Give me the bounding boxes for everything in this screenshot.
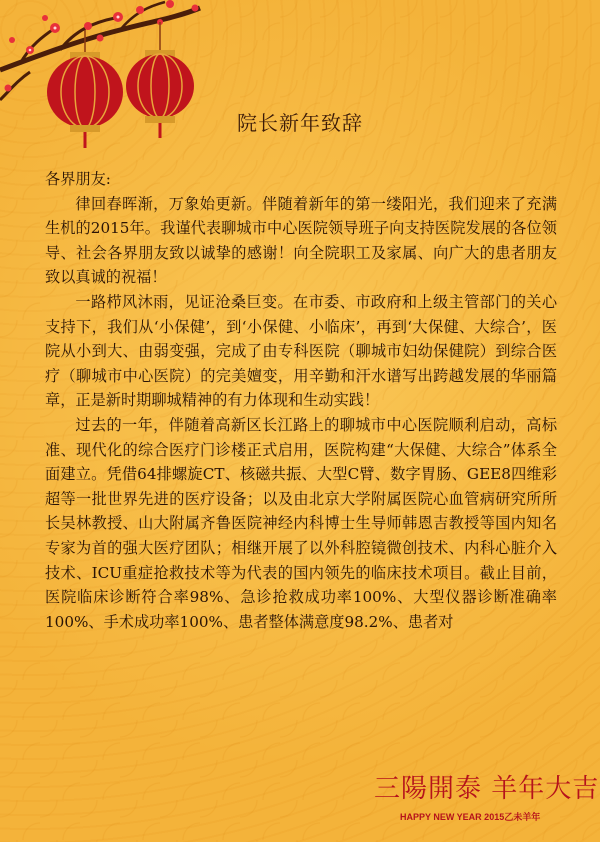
footer-slogan: 三陽開泰 羊年大吉 (374, 774, 600, 804)
page-title: 院长新年致辞 (237, 111, 363, 135)
paragraph-1: 律回春晖渐，万象始更新。伴随着新年的第一缕阳光，我们迎来了充满生机的2015年。我谨代表聊城市中心医院领导班子向支持医院发展的各位领导、社会各界朋友致以诚挚的感谢！向全院职工及家属、向广大的患者朋友致以真诚的祝福！ (45, 194, 557, 287)
greeting: 各界朋友: (45, 170, 111, 188)
letter-body (45, 167, 557, 634)
paragraph-3: 过去的一年，伴随着高新区长江路上的聊城市中心医院顺利启动，高标准、现代化的综合医疗门诊楼正式启用，医院构建“大保健、大综合”体系全面建立。凭借64排螺旋CT、核磁共振、大型C臂、数字胃肠、GEE8四维彩超等一批世界先进的医疗设备；以及由北京大学附属医院心血管病研究所所长吴林教授、山大附属齐鲁医院神经内科博士生导师韩恩吉教授等国内知名专家为首的强大医疗团队；相继开展了以外科腔镜微创技术、内科心脏介入技术、ICU重症抢救技术等为代表的国内领先的临床技术项目。截止目前，医院临床诊断符合率98%、急诊抢救成功率100%、大型仪器诊断准确率100%、手术成功率100%、患者整体满意度98.2%、患者对 (45, 415, 557, 631)
footer-tagline: HAPPY NEW YEAR 2015乙未羊年 (400, 812, 541, 822)
paragraph-2: 一路栉风沐雨，见证沧桑巨变。在市委、市政府和上级主管部门的关心支持下，我们从‘小保健’，到‘小保健、小临床’，再到‘大保健、大综合’，医院从小到大、由弱变强，完成了由专科医院（聊城市妇幼保健院）到综合医疗（聊城市中心医院）的完美嬗变，用辛勤和汗水谱写出跨越发展的华丽篇章，正是新时期聊城精神的有力体现和生动实践！ (45, 292, 557, 410)
